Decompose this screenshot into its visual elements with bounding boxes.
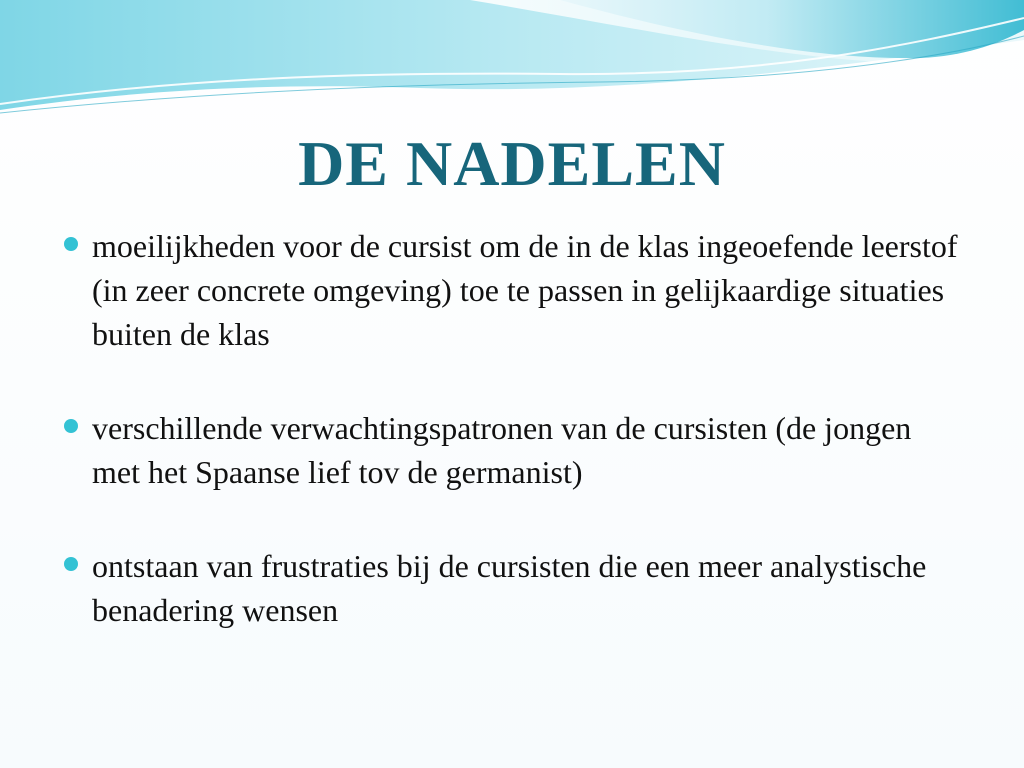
bullet-text: verschillende verwachtingspatronen van de cursisten (de jongen met het Spaanse lief tov de germanist): [92, 410, 912, 490]
list-item: [62, 406, 962, 494]
bullet-text: moeilijkheden voor de cursist om de in de klas ingeoefende leerstof (in zeer concrete omgeving) toe te passen in gelijkaardige situaties buiten de klas: [92, 228, 958, 352]
bullet-text: ontstaan van frustraties bij de cursisten die een meer analystische benadering wensen: [92, 548, 927, 628]
list-item: [62, 544, 962, 632]
wave-header-decoration: [0, 0, 1024, 120]
bullet-icon: [64, 237, 78, 251]
slide-title: DE NADELEN: [298, 128, 726, 199]
list-item: [62, 224, 962, 356]
bullet-icon: [64, 557, 78, 571]
bullet-icon: [64, 419, 78, 433]
bullet-list: [62, 224, 962, 682]
